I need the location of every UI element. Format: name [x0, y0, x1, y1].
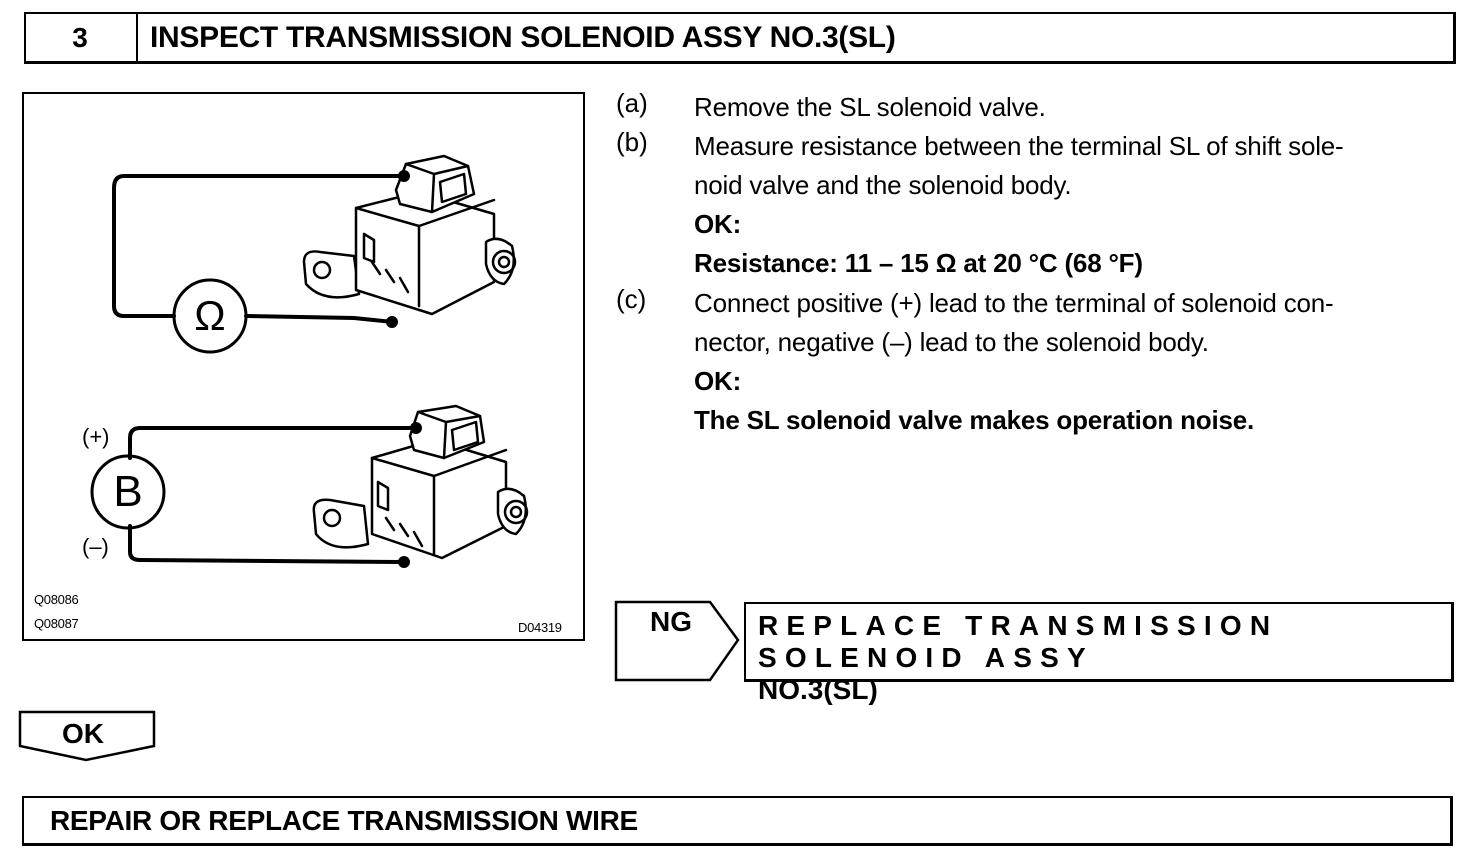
ohm-test-lead-bottom — [246, 316, 392, 322]
ng-label: NG — [650, 606, 692, 637]
ng-result-line-1: REPLACE TRANSMISSION SOLENOID ASSY — [758, 610, 1279, 673]
solenoid-diagram — [24, 94, 587, 643]
ohm-symbol: Ω — [194, 292, 226, 339]
upper-solenoid-valve — [304, 156, 515, 314]
positive-label: (+) — [82, 424, 110, 449]
step-b-ok-value: Resistance: 11 – 15 Ω at 20 °C (68 °F) — [694, 248, 1143, 278]
battery-symbol: B — [113, 467, 143, 516]
final-action-text: REPAIR OR REPLACE TRANSMISSION WIRE — [50, 805, 638, 836]
ok-label: OK — [62, 718, 104, 749]
negative-label: (–) — [82, 534, 109, 559]
ng-result-box — [744, 602, 1454, 705]
figure-code-2: Q08087 — [34, 616, 79, 631]
step-a-line-1: Remove the SL solenoid valve. — [694, 92, 1046, 122]
step-c-ok-label: OK: — [694, 366, 742, 396]
step-c-ok-value: The SL solenoid valve makes operation noise. — [694, 405, 1255, 435]
figure-code-3: D04319 — [518, 620, 562, 635]
step-c-letter: (c) — [616, 284, 647, 314]
battery-negative-lead — [130, 526, 404, 562]
step-a-text — [694, 88, 1046, 127]
step-c-text — [694, 284, 1454, 440]
step-a-letter: (a) — [616, 88, 648, 118]
figure-code-1: Q08086 — [34, 592, 79, 607]
step-number: 3 — [24, 12, 138, 64]
step-title: INSPECT TRANSMISSION SOLENOID ASSY NO.3(SL) — [150, 21, 896, 54]
step-c-line-2: nector, negative (–) lead to the solenoid body. — [694, 327, 1209, 357]
step-c-line-1: Connect positive (+) lead to the terminal of solenoid con- — [694, 288, 1334, 318]
ng-result-line-2: NO.3(SL) — [758, 674, 878, 705]
battery-positive-lead — [130, 428, 416, 458]
ng-result-line-1-wrap — [758, 610, 1439, 674]
step-b-letter: (b) — [616, 127, 648, 157]
step-b-line-1: Measure resistance between the terminal SL of shift sole- — [694, 131, 1344, 161]
step-b-text — [694, 127, 1454, 283]
step-b-line-2: noid valve and the solenoid body. — [694, 170, 1072, 200]
step-b-ok-label: OK: — [694, 209, 742, 239]
test-illustration — [22, 92, 585, 641]
